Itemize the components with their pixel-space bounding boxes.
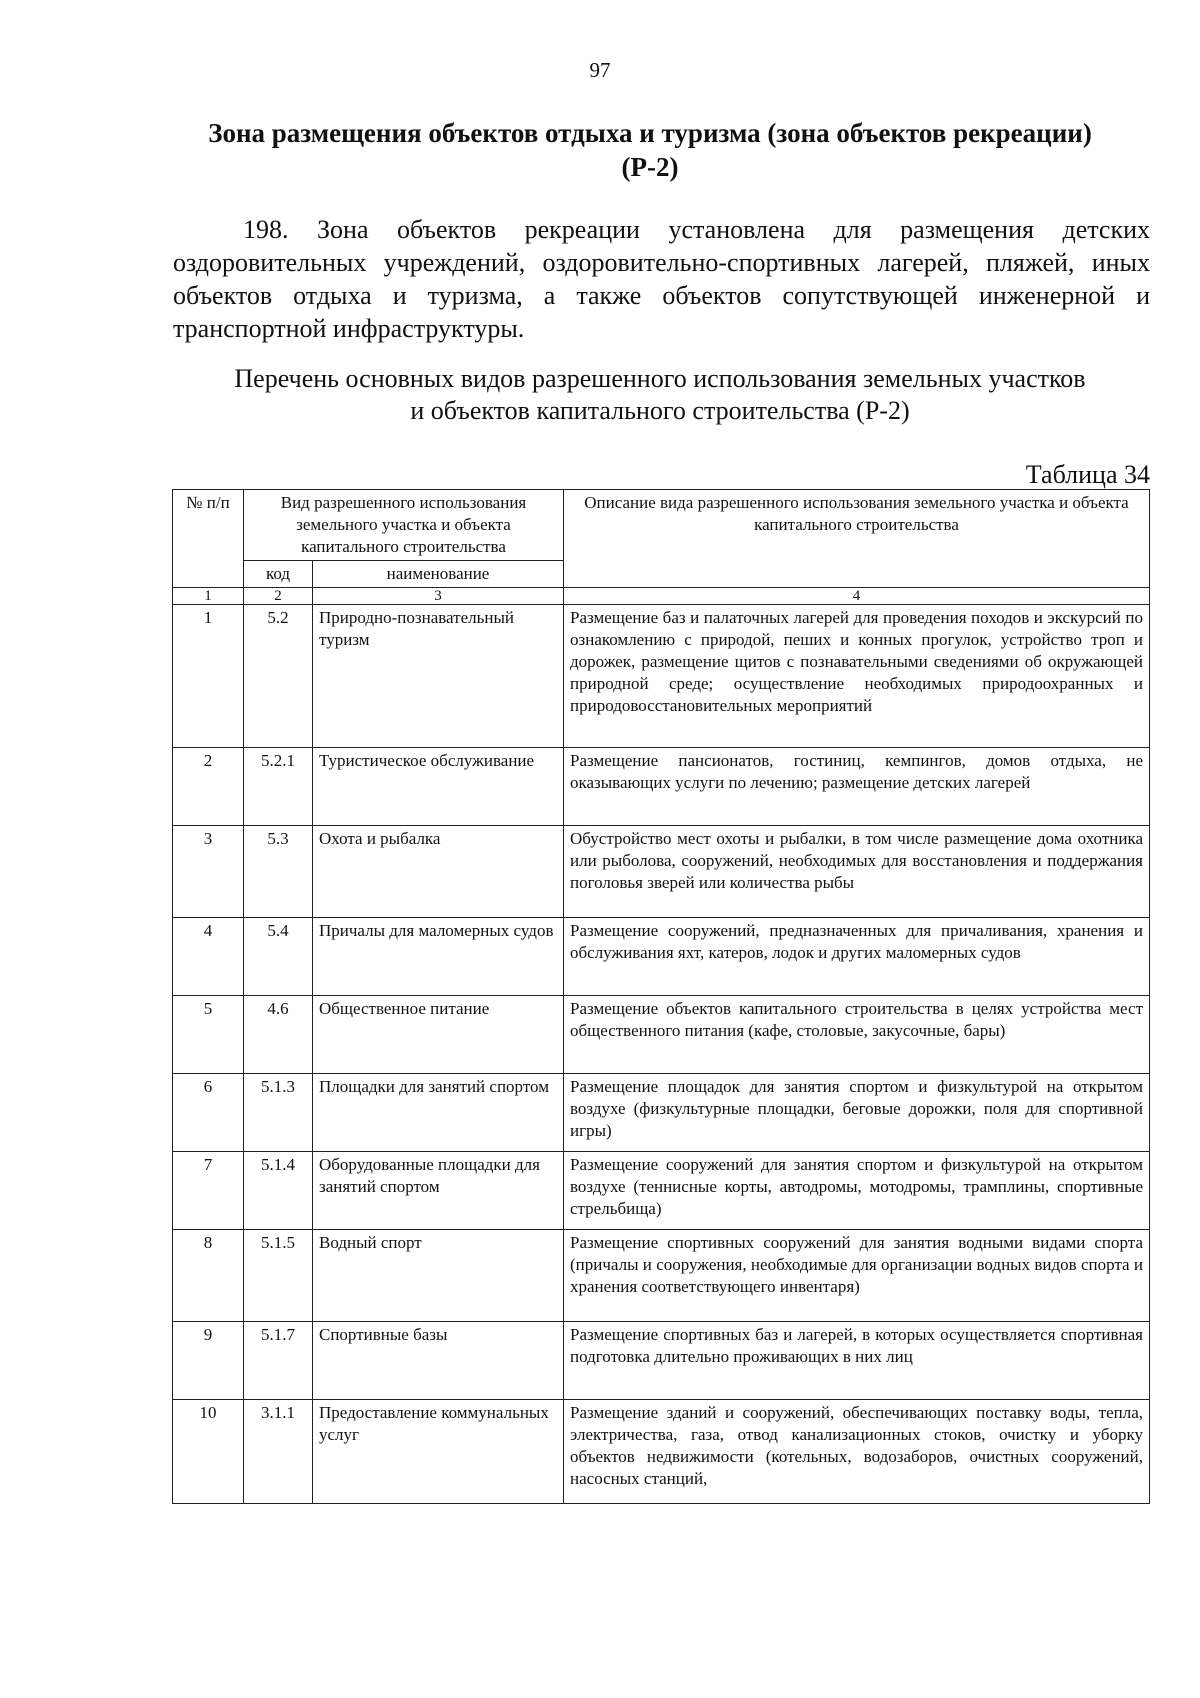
row-number: 2 [173, 748, 244, 826]
table-row [173, 748, 1150, 826]
row-description: Обустройство мест охоты и рыбалки, в том числе размещение дома охотника или рыболова, сооружений, необходимых для восстановления и поддержания поголовья зверей или количества рыбы [564, 826, 1150, 918]
header-desc: Описание вида разрешенного использования земельного участка и объекта капитального строительства [564, 490, 1150, 588]
row-description: Размещение баз и палаточных лагерей для проведения походов и экскурсий по ознакомлению с природой, пеших и конных прогулок, устройство троп и дорожек, размещение щитов с познавательными сведениями об окружающей природной среде; осуществление необходимых природоохранных и природовосстановительных мероприятий [564, 605, 1150, 748]
row-description: Размещение спортивных сооружений для занятия водными видами спорта (причалы и сооружения, необходимые для организации водных видов спорта и хранения соответствующего инвентаря) [564, 1230, 1150, 1322]
zone-title-line-1: Зона размещения объектов отдыха и туризма (зона объектов рекреации) [208, 118, 1092, 148]
row-code: 3.1.1 [244, 1400, 313, 1504]
row-code: 4.6 [244, 996, 313, 1074]
column-index: 1 [173, 588, 244, 605]
page-number: 97 [589, 58, 611, 82]
table-row [173, 996, 1150, 1074]
row-description: Размещение сооружений, предназначенных для причаливания, хранения и обслуживания яхт, катеров, лодок и других маломерных судов [564, 918, 1150, 996]
row-number: 10 [173, 1400, 244, 1504]
column-index-row [173, 588, 1150, 605]
row-number: 9 [173, 1322, 244, 1400]
table-row [173, 605, 1150, 748]
land-use-table [172, 489, 1150, 1504]
row-number: 8 [173, 1230, 244, 1322]
row-code: 5.3 [244, 826, 313, 918]
row-code: 5.4 [244, 918, 313, 996]
row-description: Размещение спортивных баз и лагерей, в которых осуществляется спортивная подготовка длительно проживающих в них лиц [564, 1322, 1150, 1400]
column-index: 2 [244, 588, 313, 605]
column-index: 3 [313, 588, 564, 605]
table-header-row [173, 490, 1150, 561]
row-name: Площадки для занятий спортом [313, 1074, 564, 1152]
list-title [160, 363, 1160, 427]
column-index: 4 [564, 588, 1150, 605]
table-row [173, 1322, 1150, 1400]
row-name: Охота и рыбалка [313, 826, 564, 918]
row-description: Размещение сооружений для занятия спортом и физкультурой на открытом воздухе (теннисные корты, автодромы, мотодромы, трамплины, спортивные стрельбища) [564, 1152, 1150, 1230]
row-number: 1 [173, 605, 244, 748]
table-label: Таблица 34 [1025, 460, 1150, 489]
row-number: 3 [173, 826, 244, 918]
row-name: Спортивные базы [313, 1322, 564, 1400]
row-name: Общественное питание [313, 996, 564, 1074]
row-description: Размещение объектов капитального строительства в целях устройства мест общественного питания (кафе, столовые, закусочные, бары) [564, 996, 1150, 1074]
row-number: 5 [173, 996, 244, 1074]
table-row [173, 1400, 1150, 1504]
zone-title-line-2: (Р-2) [621, 152, 679, 182]
row-name: Причалы для маломерных судов [313, 918, 564, 996]
row-name: Туристическое обслуживание [313, 748, 564, 826]
header-use: Вид разрешенного использования земельного участка и объекта капитального строительства [244, 490, 564, 561]
header-name: наименование [313, 561, 564, 588]
row-name: Природно-познавательный туризм [313, 605, 564, 748]
row-name: Водный спорт [313, 1230, 564, 1322]
row-code: 5.2 [244, 605, 313, 748]
paragraph-198: 198. Зона объектов рекреации установлена для размещения детских оздоровительных учреждений, оздоровительно-спортивных лагерей, пляжей, иных объектов отдыха и туризма, а также объектов сопутствующей инженерной и транспортной инфраструктуры. [173, 215, 1150, 343]
table-row [173, 1074, 1150, 1152]
row-description: Размещение площадок для занятия спортом и физкультурой на открытом воздухе (физкультурные площадки, беговые дорожки, поля для спортивной игры) [564, 1074, 1150, 1152]
header-code: код [244, 561, 313, 588]
list-title-line-1: Перечень основных видов разрешенного использования земельных участков [234, 364, 1086, 393]
row-number: 7 [173, 1152, 244, 1230]
row-name: Предоставление коммунальных услуг [313, 1400, 564, 1504]
row-code: 5.2.1 [244, 748, 313, 826]
row-description: Размещение зданий и сооружений, обеспечивающих поставку воды, тепла, электричества, газа, отвод канализационных стоков, очистку и уборку объектов недвижимости (котельных, водозаборов, очистных сооружений, насосных станций, [564, 1400, 1150, 1504]
table-row [173, 918, 1150, 996]
row-code: 5.1.3 [244, 1074, 313, 1152]
row-number: 4 [173, 918, 244, 996]
row-name: Оборудованные площадки для занятий спортом [313, 1152, 564, 1230]
zone-title [170, 116, 1130, 184]
row-description: Размещение пансионатов, гостиниц, кемпингов, домов отдыха, не оказывающих услуги по лечению; размещение детских лагерей [564, 748, 1150, 826]
header-num: № п/п [173, 490, 244, 588]
row-code: 5.1.5 [244, 1230, 313, 1322]
table-row [173, 1230, 1150, 1322]
list-title-line-2: и объектов капитального строительства (Р-2) [410, 396, 910, 425]
row-number: 6 [173, 1074, 244, 1152]
table-row [173, 826, 1150, 918]
row-code: 5.1.7 [244, 1322, 313, 1400]
row-code: 5.1.4 [244, 1152, 313, 1230]
table-row [173, 1152, 1150, 1230]
